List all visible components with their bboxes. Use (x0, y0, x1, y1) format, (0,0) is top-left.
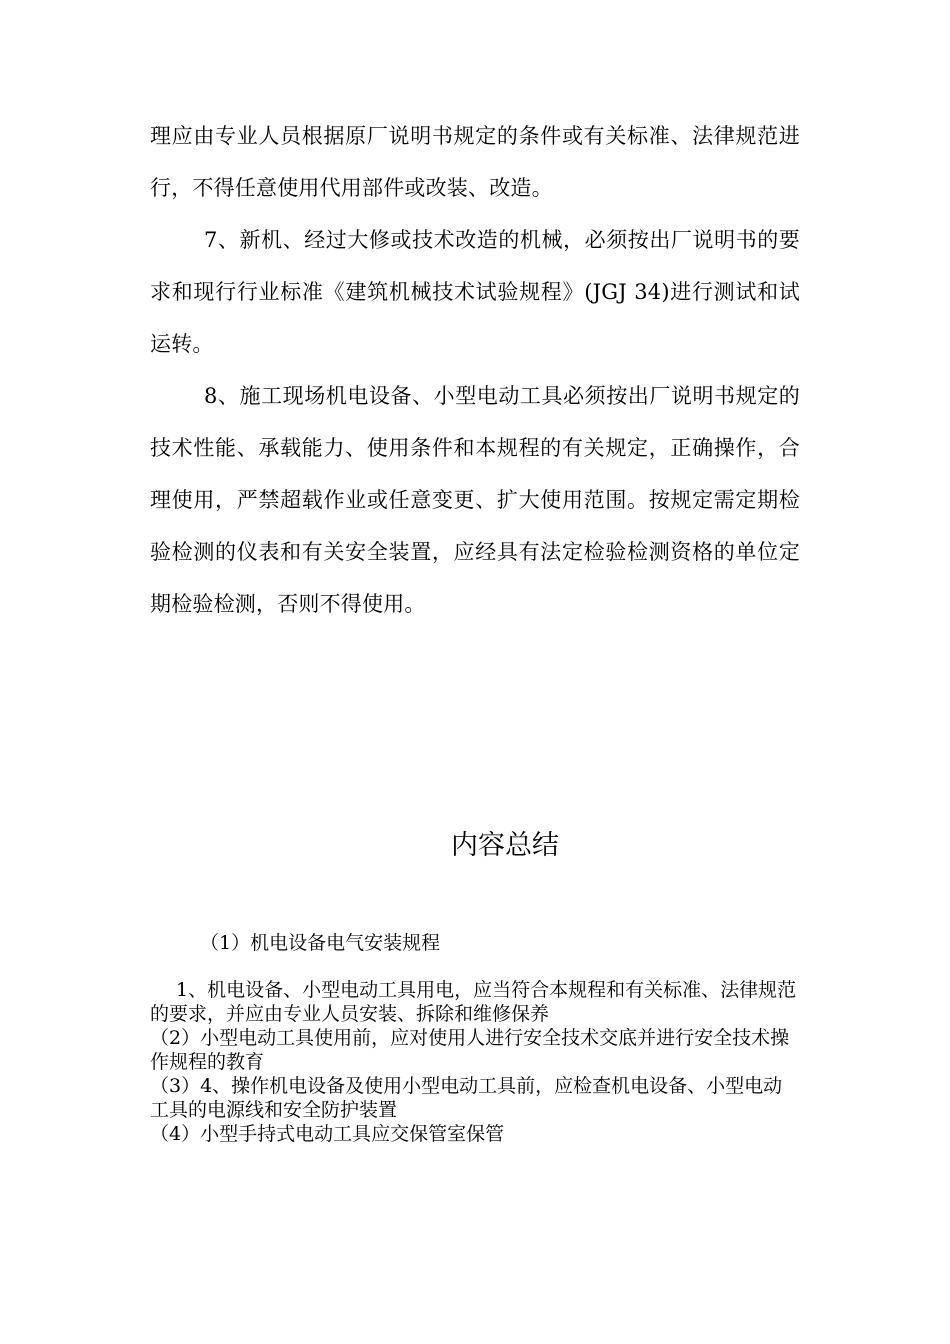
paragraph-continuation: 理应由专业人员根据原厂说明书规定的条件或有关标准、法律规范进行，不得任意使用代用部件或改装、改造。 (150, 124, 800, 200)
summary-title: 内容总结 (451, 830, 559, 861)
paragraph-item-7: 7、新机、经过大修或技术改造的机械，必须按出厂说明书的要求和现行行业标准《建筑机械技术试验规程》(JGJ 34)进行测试和试运转。 (150, 228, 800, 356)
summary-item: （2）小型电动工具使用前，应对使用人进行安全技术交底并进行安全技术操作规程的教育 (150, 1027, 790, 1073)
summary-item: 1、机电设备、小型电动工具用电，应当符合本规程和有关标准、法律规范的要求，并应由专业人员安装、拆除和维修保养 (150, 979, 797, 1025)
summary-list (150, 978, 800, 1146)
summary-item: （3）4、操作机电设备及使用小型电动工具前，应检查机电设备、小型电动工具的电源线和安全防护装置 (150, 1075, 783, 1121)
summary-subtitle: （1）机电设备电气安装规程 (200, 932, 441, 954)
paragraph-item-8: 8、施工现场机电设备、小型电动工具必须按出厂说明书规定的技术性能、承载能力、使用条件和本规程的有关规定，正确操作，合理使用，严禁超载作业或任意变更、扩大使用范围。按规定需定期检验检测的仪表和有关安全装置，应经具有法定检验检测资格的单位定期检验检测，否则不得使用。 (150, 384, 800, 616)
summary-item: （4）小型手持式电动工具应交保管室保管 (150, 1123, 505, 1145)
